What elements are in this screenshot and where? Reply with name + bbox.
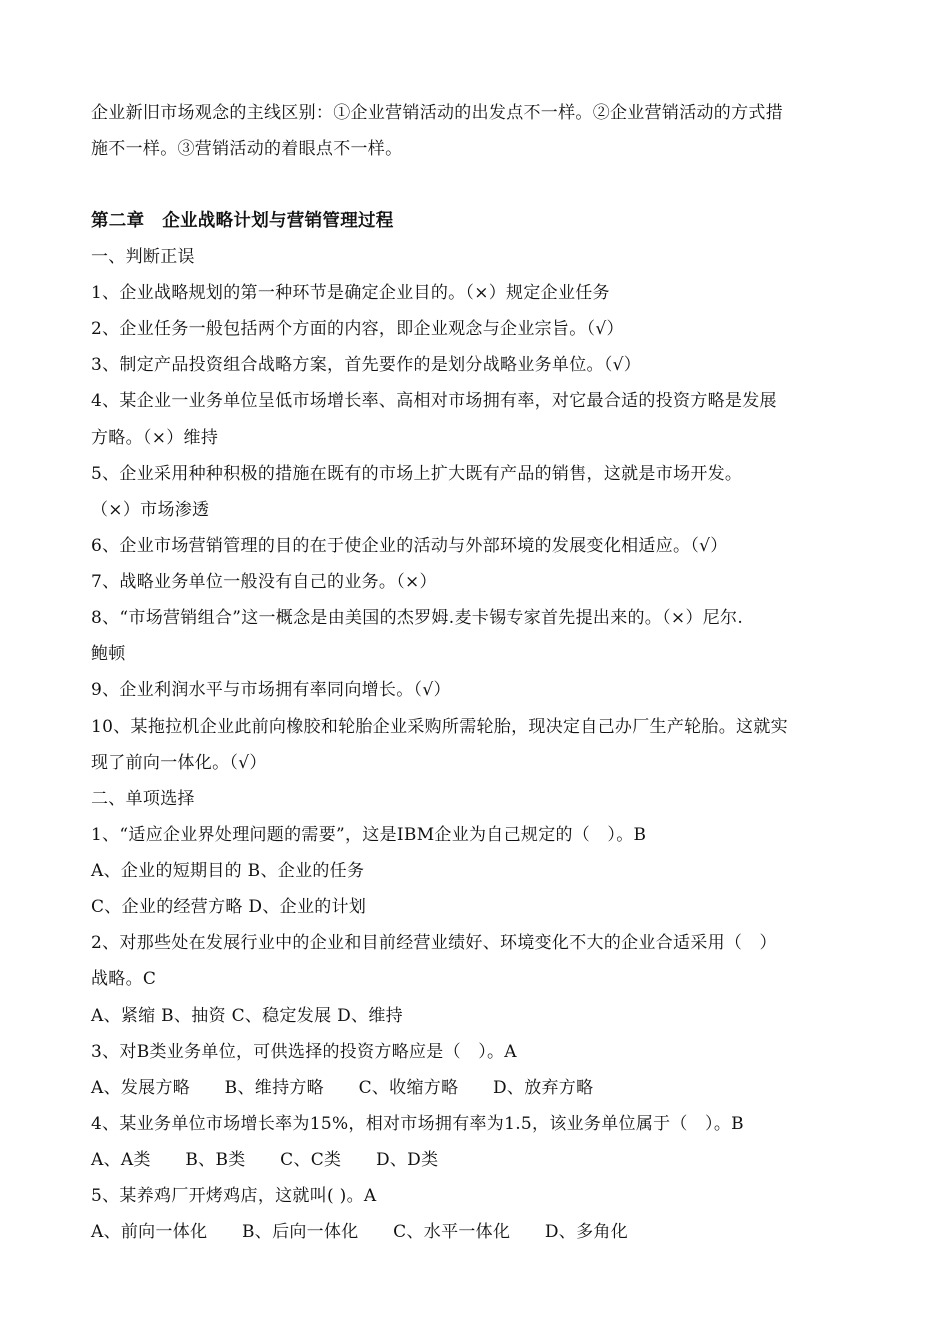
tf-line: 1、企业战略规划的第一种环节是确定企业目的。（×）规定企业任务 bbox=[91, 283, 610, 303]
tf-line: 鲍顿 bbox=[91, 644, 126, 664]
choice-line: 战略。C bbox=[91, 969, 157, 989]
section-title-single-choice: 二、单项选择 bbox=[91, 789, 195, 809]
tf-line: 现了前向一体化。（√） bbox=[91, 753, 267, 773]
choice-line: A、紧缩 B、抽资 C、稳定发展 D、维持 bbox=[91, 1006, 403, 1026]
tf-line: 2、企业任务一般包括两个方面的内容，即企业观念与企业宗旨。（√） bbox=[91, 319, 624, 339]
tf-line: 5、企业采用种种积极的措施在既有的市场上扩大既有产品的销售，这就是市场开发。 bbox=[91, 464, 743, 484]
tf-line: 方略。（×）维持 bbox=[91, 428, 219, 448]
choice-line: 2、对那些处在发展行业中的企业和目前经营业绩好、环境变化不大的企业合适采用（ ） bbox=[91, 933, 777, 953]
tf-line: 3、制定产品投资组合战略方案，首先要作的是划分战略业务单位。（√） bbox=[91, 355, 642, 375]
tf-line: 7、战略业务单位一般没有自己的业务。（×） bbox=[91, 572, 437, 592]
choice-line: A、发展方略 B、维持方略 C、收缩方略 D、放弃方略 bbox=[91, 1078, 594, 1098]
choice-line: A、前向一体化 B、后向一体化 C、水平一体化 D、多角化 bbox=[91, 1222, 629, 1242]
choice-line: 5、某养鸡厂开烤鸡店，这就叫( )。A bbox=[91, 1186, 377, 1206]
tf-line: 10、某拖拉机企业此前向橡胶和轮胎企业采购所需轮胎，现决定自己办厂生产轮胎。这就实 bbox=[91, 717, 788, 737]
choice-line: 1、“适应企业界处理问题的需要”，这是IBM企业为自己规定的（ ）。B bbox=[91, 825, 647, 845]
section-title-true-false: 一、判断正误 bbox=[91, 247, 195, 267]
tf-line: 9、企业利润水平与市场拥有率同向增长。（√） bbox=[91, 680, 451, 700]
choice-line: 4、某业务单位市场增长率为15%，相对市场拥有率为1.5，该业务单位属于（ ）。B bbox=[91, 1114, 744, 1134]
tf-line: （×）市场渗透 bbox=[91, 500, 210, 520]
tf-line: 8、“市场营销组合”这一概念是由美国的杰罗姆.麦卡锡专家首先提出来的。（×）尼尔. bbox=[91, 608, 744, 628]
intro-line-1: 企业新旧市场观念的主线区别：①企业营销活动的出发点不一样。②企业营销活动的方式措 bbox=[91, 103, 783, 123]
tf-line: 4、某企业一业务单位呈低市场增长率、高相对市场拥有率，对它最合适的投资方略是发展 bbox=[91, 391, 777, 411]
choice-line: C、企业的经营方略 D、企业的计划 bbox=[91, 897, 367, 917]
choice-line: A、A类 B、B类 C、C类 D、D类 bbox=[91, 1150, 439, 1170]
chapter-title: 第二章 企业战略计划与营销管理过程 bbox=[91, 211, 394, 231]
tf-line: 6、企业市场营销管理的目的在于使企业的活动与外部环境的发展变化相适应。（√） bbox=[91, 536, 728, 556]
choice-line: 3、对B类业务单位，可供选择的投资方略应是（ ）。A bbox=[91, 1042, 517, 1062]
intro-line-2: 施不一样。③营销活动的着眼点不一样。 bbox=[91, 139, 403, 159]
choice-line: A、企业的短期目的 B、企业的任务 bbox=[91, 861, 365, 881]
